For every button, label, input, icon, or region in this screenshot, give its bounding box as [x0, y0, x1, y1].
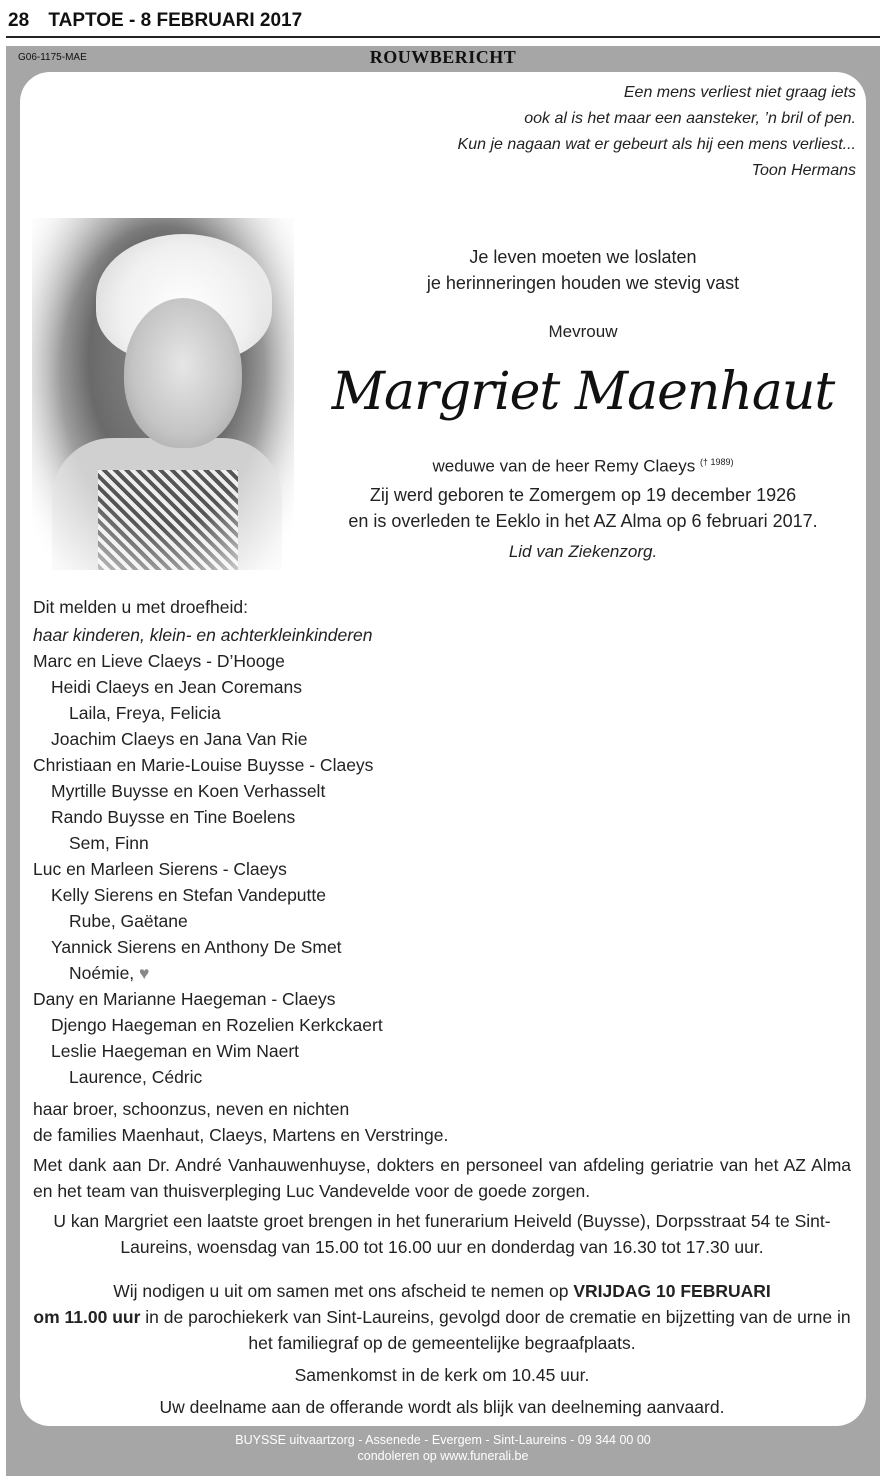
relatives-line: haar broer, schoonzus, neven en nichten	[33, 1099, 350, 1119]
list-item: Laila, Freya, Felicia	[69, 703, 221, 723]
list-item-with-heart	[33, 960, 853, 986]
portrait-photo	[32, 218, 294, 570]
list-item: Leslie Haegeman en Wim Naert	[51, 1041, 300, 1061]
list-item: Marc en Lieve Claeys - D’Hooge	[33, 651, 285, 671]
motto-line: Je leven moeten we loslaten	[469, 247, 697, 267]
list-item: Christiaan en Marie-Louise Buysse - Claeys	[33, 755, 374, 775]
newspaper-title: TAPTOE - 8 FEBRUARI 2017	[48, 10, 303, 31]
list-item: Heidi Claeys en Jean Coremans	[51, 677, 302, 697]
list-item: Rando Buysse en Tine Boelens	[51, 807, 296, 827]
relatives	[33, 1096, 853, 1148]
poem-quote	[458, 80, 856, 184]
life-dates	[300, 482, 866, 534]
undertaker-footer	[6, 1432, 880, 1464]
motto	[300, 244, 866, 296]
list-item: Laurence, Cédric	[69, 1067, 203, 1087]
photo-vignette	[32, 218, 294, 570]
widow-of: weduwe van de heer Remy Claeys	[432, 456, 696, 476]
invite-post: in de parochiekerk van Sint-Laureins, gevolgd door de crematie en bijzetting van de urne in het familiegraf op de gemeentelijke begraafplaats.	[140, 1307, 851, 1353]
invite-pre: Wij nodigen u uit om samen met ons afscheid te nemen op	[113, 1281, 574, 1301]
widow-line	[300, 450, 866, 479]
obituary-card	[20, 72, 866, 1426]
visitation-paragraph: U kan Margriet een laatste groet brengen in het funerarium Heiveld (Buysse), Dorpsstraat 54 te Sint-Laureins, woensdag van 15.00 tot 16.00 uur en donderdag van 16.30 tot 17.30 uur.	[53, 1211, 831, 1257]
widow-year: († 1989)	[699, 457, 734, 467]
list-item: Rube, Gaëtane	[69, 911, 188, 931]
honorific: Mevrouw	[548, 322, 618, 341]
section-title: ROUWBERICHT	[369, 47, 517, 67]
list-item-text: Noémie,	[69, 963, 135, 983]
list-item: Kelly Sierens en Stefan Vandeputte	[51, 885, 327, 905]
undertaker-line: BUYSSE uitvaartzorg - Assenede - Evergem - Sint-Laureins - 09 344 00 00	[235, 1433, 651, 1447]
list-item: Djengo Haegeman en Rozelien Kerkckaert	[51, 1015, 383, 1035]
deceased-name: Margriet Maenhaut	[331, 362, 835, 422]
quote-line: Een mens verliest niet graag iets	[623, 84, 856, 101]
died-line: en is overleden te Eeklo in het AZ Alma op 6 februari 2017.	[348, 511, 818, 531]
offering-line: Uw deelname aan de offerande wordt als blijk van deelneming aanvaard.	[159, 1397, 725, 1417]
quote-line: ook al is het maar een aansteker, ’n bril of pen.	[524, 110, 856, 127]
list-item: Sem, Finn	[69, 833, 149, 853]
quote-line: Kun je nagaan wat er gebeurt als hij een mens verliest...	[457, 136, 856, 153]
born-line: Zij werd geboren te Zomergem op 19 december 1926	[369, 485, 797, 505]
quote-author: Toon Hermans	[751, 162, 856, 179]
relatives-line: de families Maenhaut, Claeys, Martens en Verstringe.	[33, 1125, 449, 1145]
page-number: 28	[8, 10, 30, 31]
masthead	[6, 6, 880, 38]
list-item: Yannick Sierens en Anthony De Smet	[51, 937, 342, 957]
thanks-paragraph: Met dank aan Dr. André Vanhauwenhuyse, dokters en personeel van afdeling geriatrie van het AZ Alma en het team van thuisverpleging Luc Vandevelde voor de goede zorgen.	[33, 1155, 851, 1201]
list-item: Luc en Marleen Sierens - Claeys	[33, 859, 287, 879]
list-item: Joachim Claeys en Jana Van Rie	[51, 729, 308, 749]
family-heading: haar kinderen, klein- en achterkleinkinderen	[33, 625, 373, 645]
motto-line: je herinneringen houden we stevig vast	[426, 273, 740, 293]
family-list	[33, 622, 853, 1090]
invite-time: om 11.00 uur	[33, 1307, 141, 1327]
heart-icon: ♥	[139, 963, 150, 983]
membership: Lid van Ziekenzorg.	[508, 542, 658, 561]
announcement-body	[33, 594, 853, 1420]
gathering-line: Samenkomst in de kerk om 10.45 uur.	[294, 1365, 590, 1385]
list-item: Dany en Marianne Haegeman - Claeys	[33, 989, 336, 1009]
ad-code: G06-1175-MAE	[18, 52, 87, 63]
intro-line: Dit melden u met droefheid:	[33, 597, 248, 617]
invite-date: VRIJDAG 10 FEBRUARI	[573, 1281, 771, 1301]
condolence-link[interactable]: condoleren op www.funerali.be	[357, 1449, 529, 1463]
obituary-frame	[6, 46, 880, 1476]
funeral-invitation	[33, 1278, 851, 1356]
list-item: Myrtille Buysse en Koen Verhasselt	[51, 781, 326, 801]
